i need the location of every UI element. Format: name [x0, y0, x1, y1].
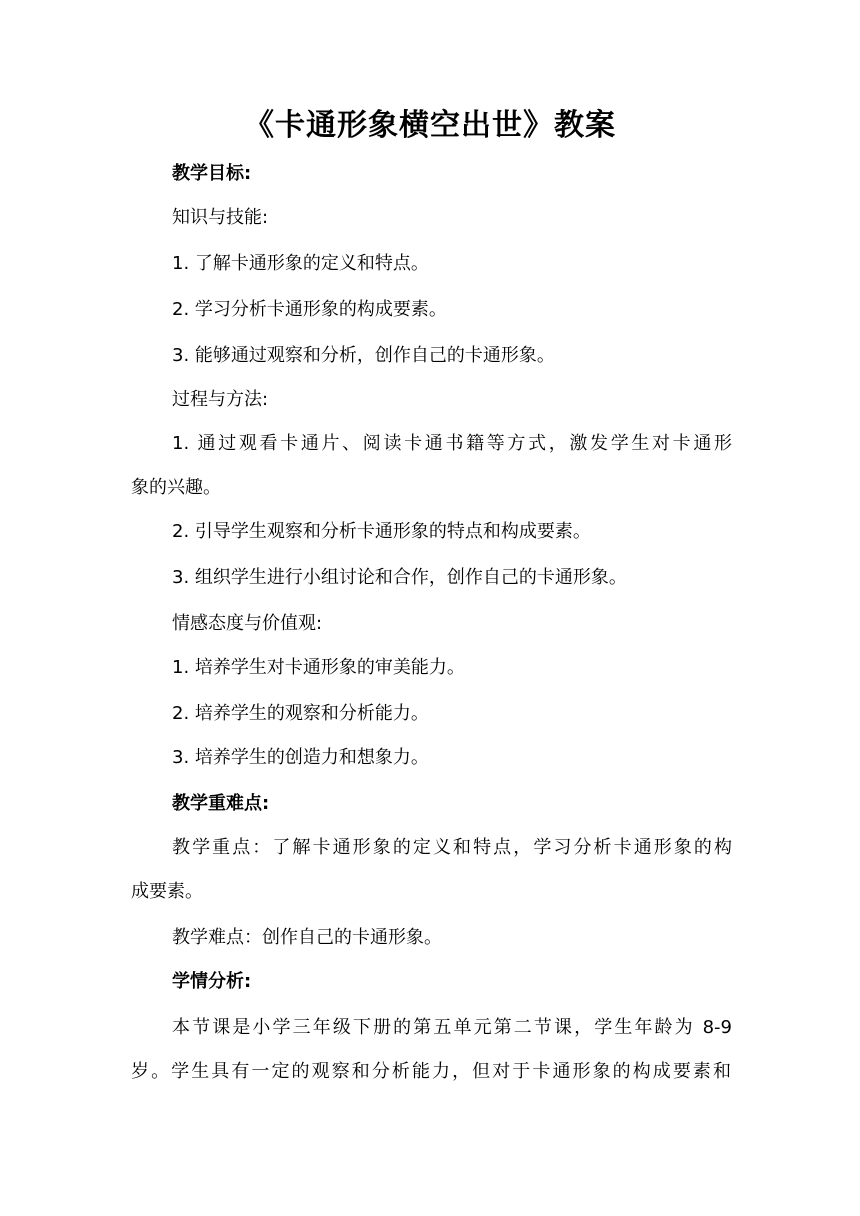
knowledge-item-1: 1. 了解卡通形象的定义和特点。 — [172, 253, 429, 274]
objectives-heading: 教学目标: — [172, 163, 252, 184]
emotion-item-1: 1. 培养学生对卡通形象的审美能力。 — [172, 657, 465, 678]
emotion-item-3: 3. 培养学生的创造力和想象力。 — [172, 747, 429, 768]
analysis-line-2: 岁。学生具有一定的观察和分析能力，但对于卡通形象的构成要素和 — [131, 1061, 731, 1082]
key-points-heading: 教学重难点: — [172, 793, 270, 814]
emotion-item-2: 2. 培养学生的观察和分析能力。 — [172, 703, 429, 724]
knowledge-item-3: 3. 能够通过观察和分析，创作自己的卡通形象。 — [172, 345, 555, 366]
process-item-1-line-1: 1. 通过观看卡通片、阅读卡通书籍等方式，激发学生对卡通形 — [172, 433, 732, 454]
process-label: 过程与方法: — [172, 389, 269, 410]
process-item-3: 3. 组织学生进行小组讨论和合作，创作自己的卡通形象。 — [172, 567, 627, 588]
analysis-line-1: 本节课是小学三年级下册的第五单元第二节课，学生年龄为 8-9 — [172, 1017, 732, 1038]
difficulty-point: 教学难点：创作自己的卡通形象。 — [172, 927, 442, 948]
analysis-heading: 学情分析: — [172, 971, 252, 992]
process-item-2: 2. 引导学生观察和分析卡通形象的特点和构成要素。 — [172, 521, 591, 542]
process-item-1-line-2: 象的兴趣。 — [131, 477, 221, 498]
knowledge-label: 知识与技能: — [172, 207, 269, 228]
key-point-line-2: 成要素。 — [131, 881, 203, 902]
document-title: 《卡通形象横空出世》教案 — [244, 108, 616, 143]
knowledge-item-2: 2. 学习分析卡通形象的构成要素。 — [172, 299, 447, 320]
emotion-label: 情感态度与价值观: — [172, 613, 323, 634]
key-point-line-1: 教学重点：了解卡通形象的定义和特点，学习分析卡通形象的构 — [172, 837, 732, 858]
